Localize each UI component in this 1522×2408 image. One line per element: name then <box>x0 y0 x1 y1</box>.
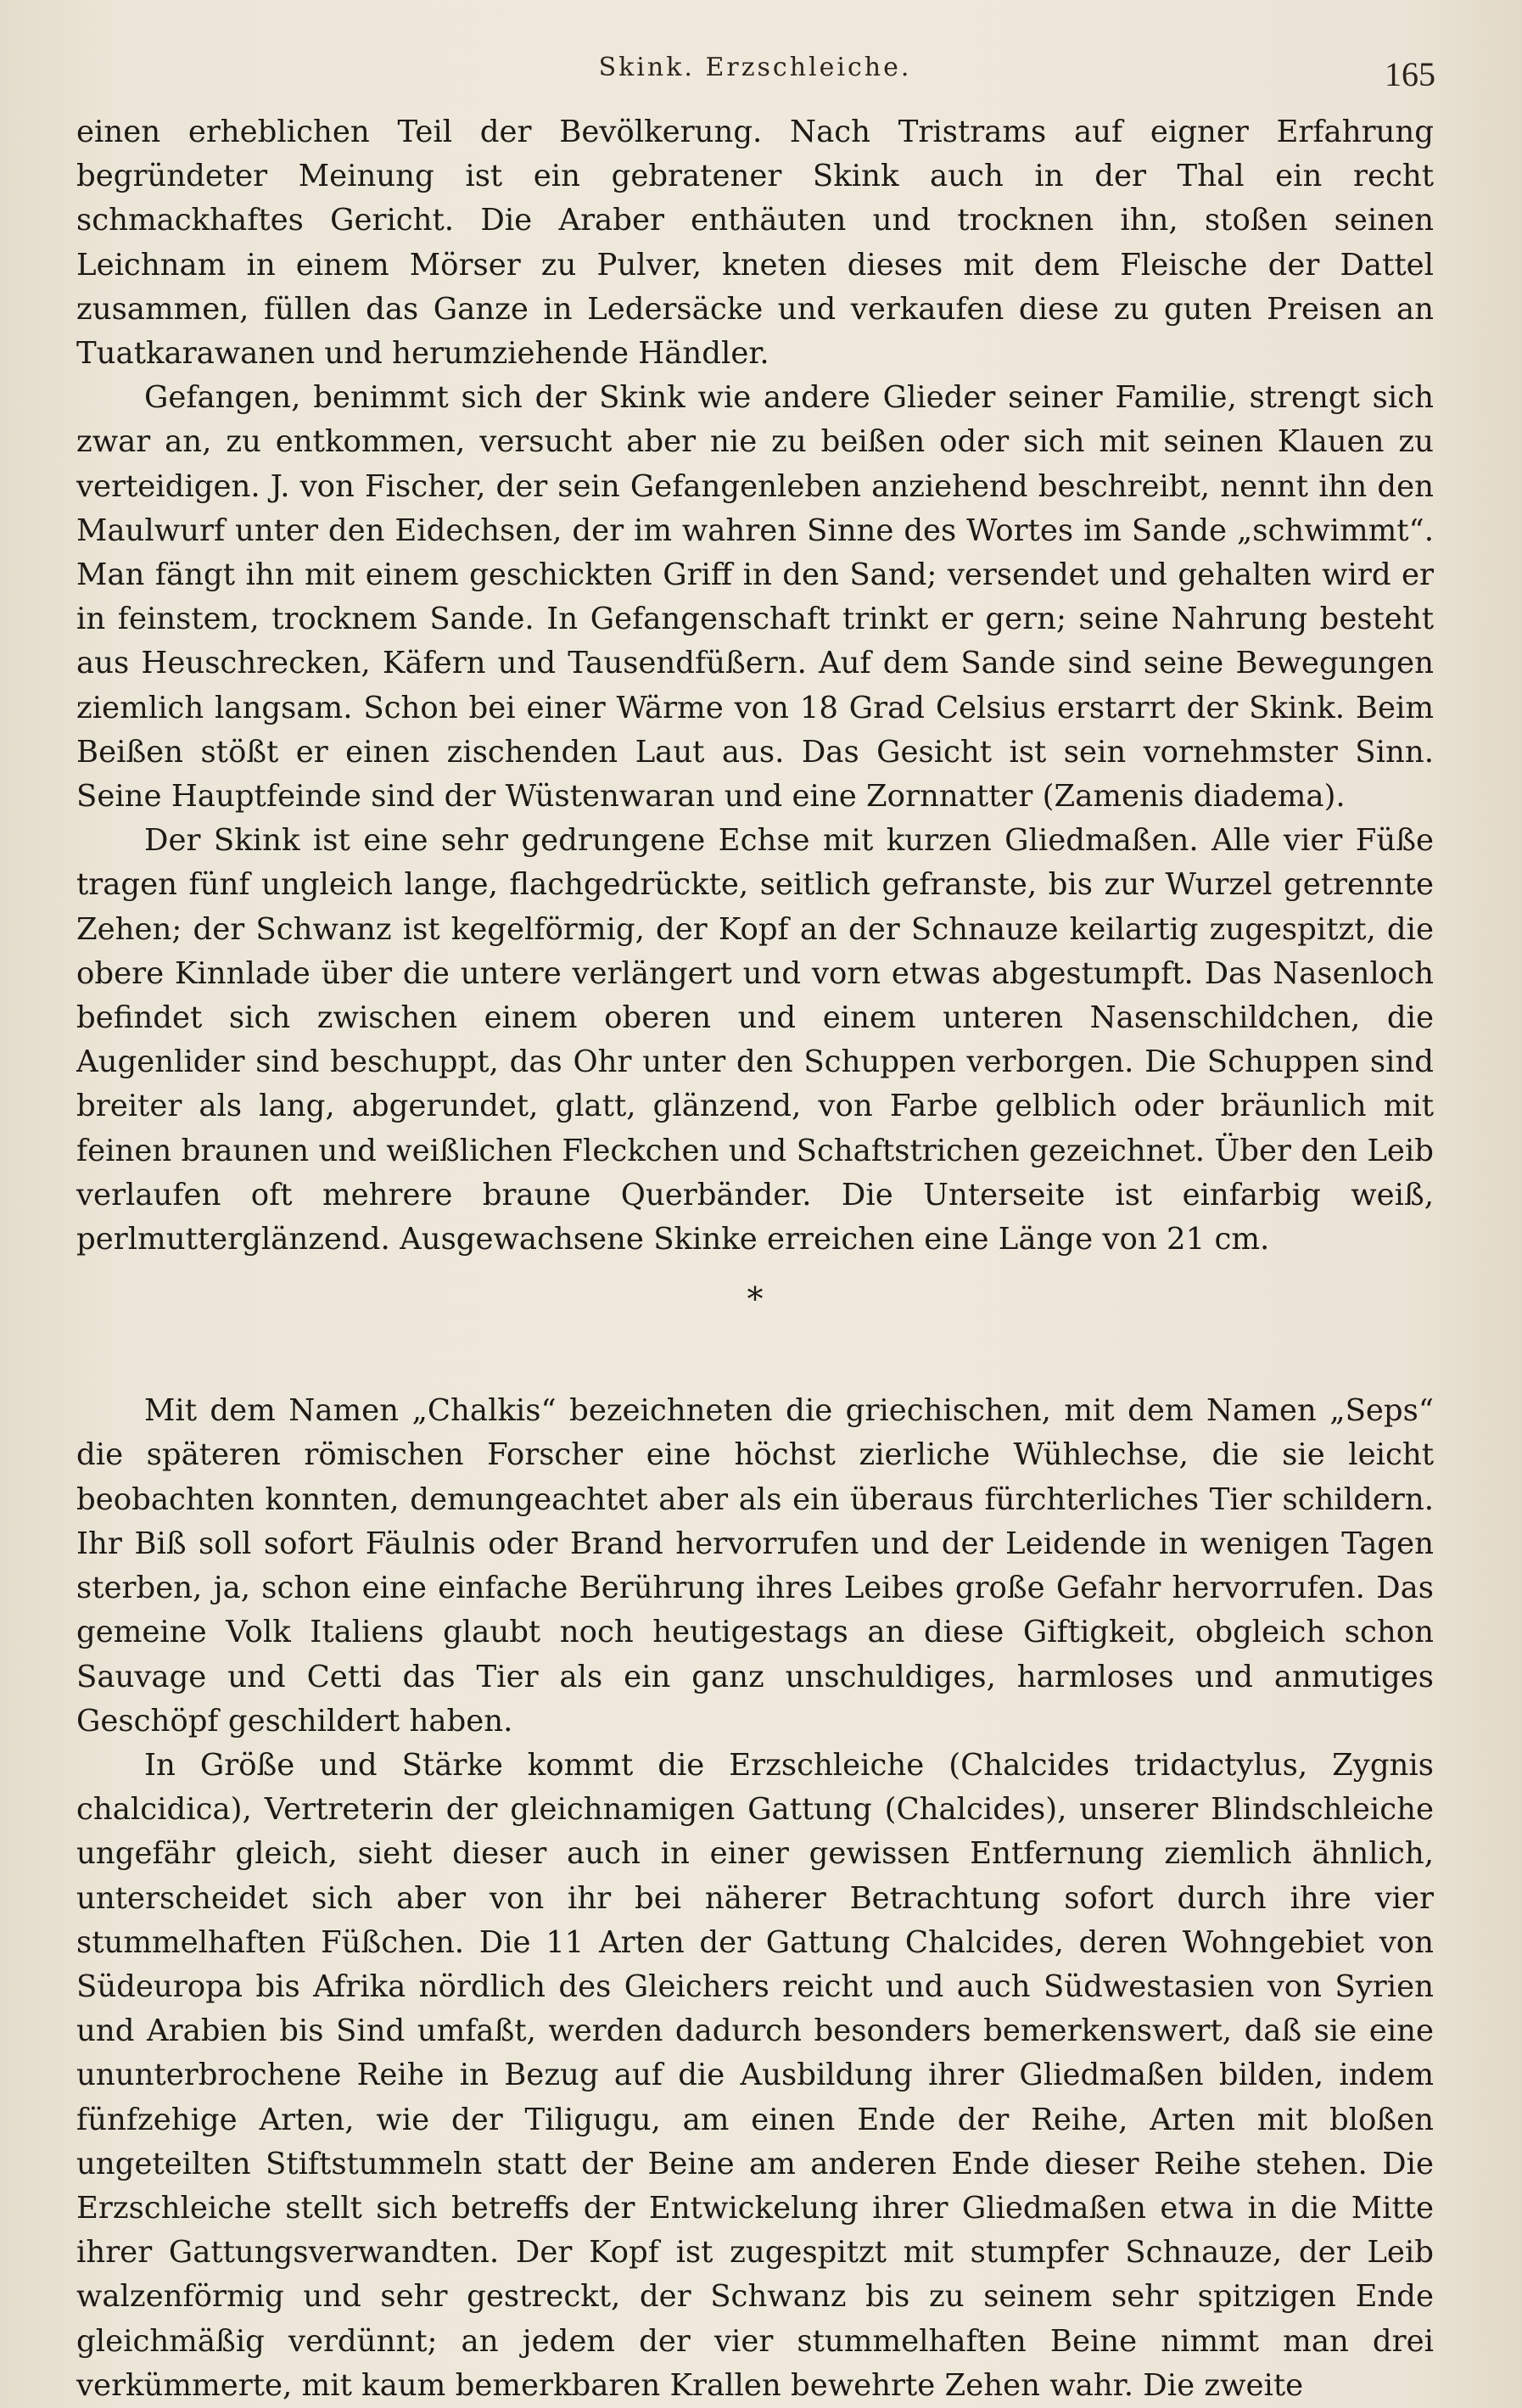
book-page <box>76 34 1435 2403</box>
section-separator: * <box>747 1280 764 1319</box>
running-head <box>76 34 1434 110</box>
paragraph: In Größe und Stärke kommt die Erzschleiche (Chalcides tridactylus, Zygnis chalcidica), Vertreterin der gleichnamigen Gattung (Chalcides), unserer Blindschleiche ungefähr gleich, sieht dieser auch in einer gewissen Entfernung ziemlich ähnlich, unterscheidet sich aber von ihr bei näherer Betrachtung sofort durch ihre vier stummelhaften Füßchen. Die 11 Arten der Gattung Chalcides, deren Wohngebiet von Südeuropa bis Afrika nördlich des Gleichers reicht und auch Südwestasien von Syrien und Arabien bis Sind umfaßt, werden dadurch besonders bemerkenswert, daß sie eine ununterbrochene Reihe in Bezug auf die Ausbildung ihrer Gliedmaßen bilden, indem fünfzehige Arten, wie der Tiligugu, am einen Ende der Reihe, Arten mit bloßen ungeteilten Stiftstummeln statt der Beine am anderen Ende dieser Reihe stehen. Die Erzschleiche stellt sich betreffs der Entwickelung ihrer Gliedmaßen etwa in die Mitte ihrer Gattungsverwandten. Der Kopf ist zugespitzt mit stumpfer Schnauze, der Leib walzenförmig und sehr gestreckt, der Schwanz bis zu seinem sehr spitzigen Ende gleichmäßig verdünnt; an jedem der vier stummelhaften Beine nimmt man drei verkümmerte, mit kaum bemerkbaren Krallen bewehrte Zehen wahr. Die zweite <box>76 1747 1434 2403</box>
page-number: 165 <box>1385 55 1435 93</box>
paragraph: Gefangen, benimmt sich der Skink wie andere Glieder seiner Familie, strengt sich zwar an, zu entkommen, versucht aber nie zu beißen oder sich mit seinen Klauen zu verteidigen. J. von Fischer, der sein Gefangenleben anziehend beschreibt, nennt ihn den Maulwurf unter den Eidechsen, der im wahren Sinne des Wortes im Sande „schwimmt“. Man fängt ihn mit einem geschickten Griff in den Sand; versendet und gehalten wird er in feinstem, trocknem Sande. In Gefangenschaft trinkt er gern; seine Nahrung besteht aus Heuschrecken, Käfern und Tausendfüßern. Auf dem Sande sind seine Bewegungen ziemlich langsam. Schon bei einer Wärme von 18 Grad Celsius erstarrt der Skink. Beim Beißen stößt er einen zischenden Laut aus. Das Gesicht ist sein vornehmster Sinn. Seine Hauptfeinde sind der Wüstenwaran und eine Zornnatter (Zamenis diadema). <box>76 380 1434 815</box>
paragraph: Mit dem Namen „Chalkis“ bezeichneten die griechischen, mit dem Namen „Seps“ die späteren römischen Forscher eine höchst zierliche Wühlechse, die sie leicht beobachten konnten, demungeachtet aber als ein überaus fürchterliches Tier schildern. Ihr Biß soll sofort Fäulnis oder Brand hervorrufen und der Leidende in wenigen Tagen sterben, ja, schon eine einfache Berührung ihres Leibes große Gefahr hervorrufen. Das gemeine Volk Italiens glaubt noch heutigestags an diese Giftigkeit, obgleich schon Sauvage und Cetti das Tier als ein ganz unschuldiges, harmloses und anmutiges Geschöpf geschildert haben. <box>76 1393 1434 1739</box>
paragraph: Der Skink ist eine sehr gedrungene Echse mit kurzen Gliedmaßen. Alle vier Füße tragen fünf ungleich lange, flachgedrückte, seitlich gefranste, bis zur Wurzel getrennte Zehen; der Schwanz ist kegelförmig, der Kopf an der Schnauze keilartig zugespitzt, die obere Kinnlade über die untere verlängert und vorn etwas abgestumpft. Das Nasenloch befindet sich zwischen einem oberen und einem unteren Nasenschildchen, die Augenlider sind beschuppt, das Ohr unter den Schuppen verborgen. Die Schuppen sind breiter als lang, abgerundet, glatt, glänzend, von Farbe gelblich oder bräunlich mit feinen braunen und weißlichen Fleckchen und Schaftstrichen gezeichnet. Über den Leib verlaufen oft mehrere braune Querbänder. Die Unterseite ist einfarbig weiß, perlmutterglänzend. Ausgewachsene Skinke erreichen eine Länge von 21 cm. <box>76 823 1434 1257</box>
body-text <box>76 110 1434 2408</box>
running-head-title: Skink. Erzschleiche. <box>598 53 912 82</box>
paragraph: einen erheblichen Teil der Bevölkerung. Nach Tristrams auf eigner Erfahrung begründeter Meinung ist ein gebratener Skink auch in der Thal ein recht schmackhaftes Gericht. Die Araber enthäuten und trocknen ihn, stoßen seinen Leichnam in einem Mörser zu Pulver, kneten dieses mit dem Fleische der Dattel zusammen, füllen das Ganze in Ledersäcke und verkaufen diese zu guten Preisen an Tuatkarawanen und herumziehende Händler. <box>76 115 1434 372</box>
